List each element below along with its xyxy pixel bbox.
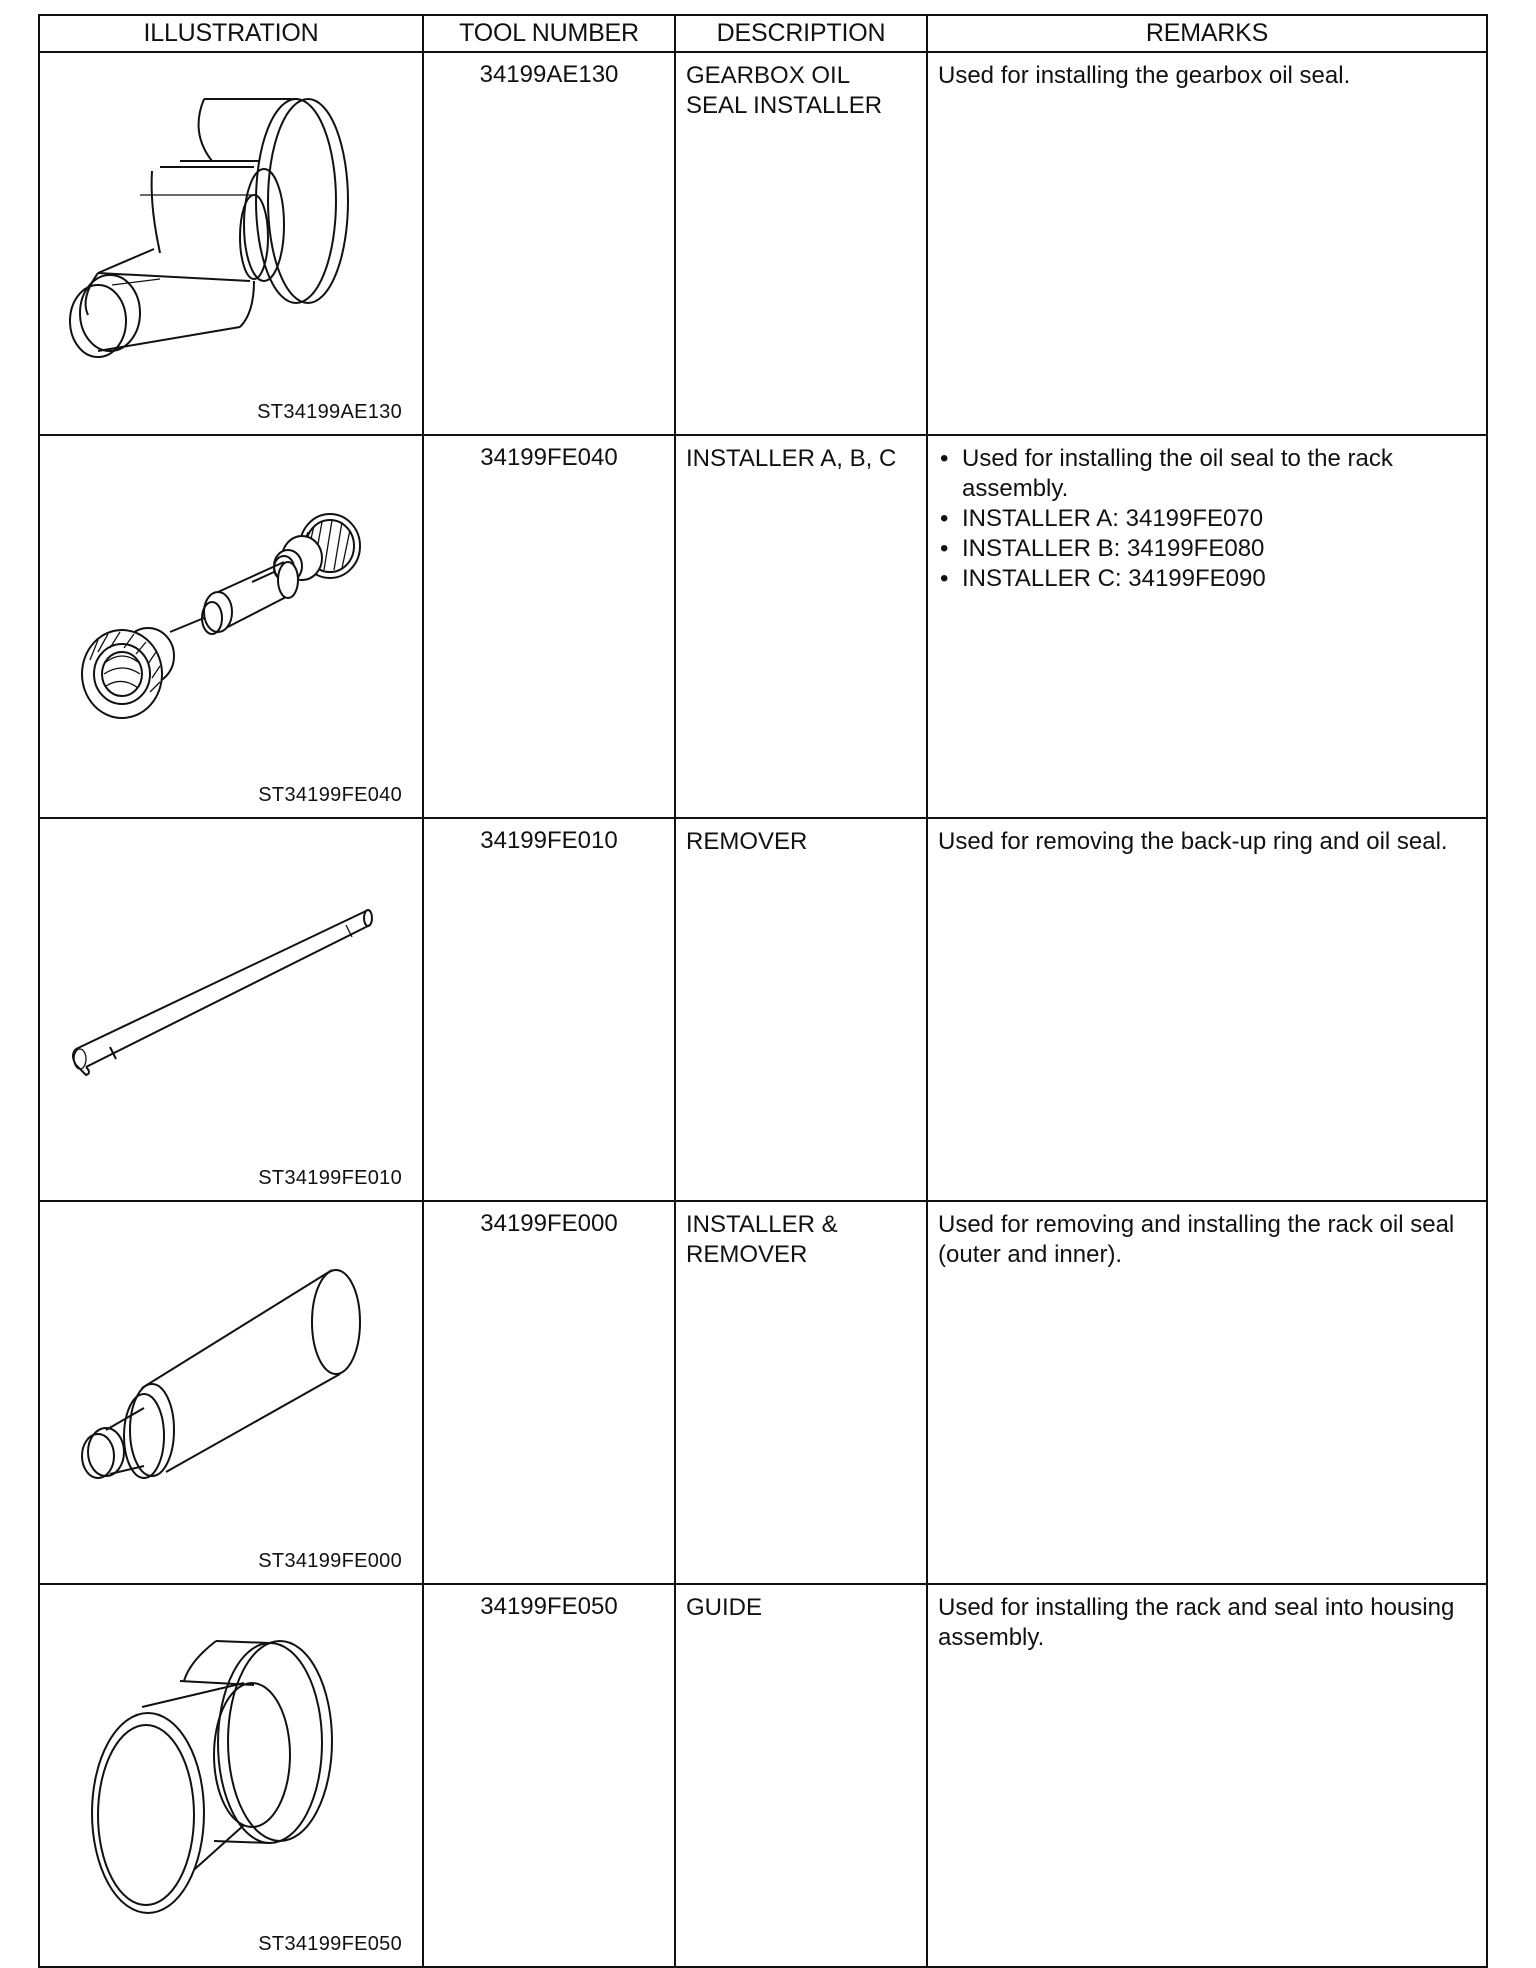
- special-tools-table: [38, 14, 1488, 1968]
- description-line: INSTALLER A, B, C: [686, 445, 897, 472]
- image-code: ST34199FE050: [258, 1933, 402, 1955]
- remarks-cell: Used for removing and installing the rack oil seal (outer and inner).: [927, 1201, 1487, 1584]
- tool-number-cell: 34199AE130: [423, 52, 675, 435]
- table-row: [39, 435, 1487, 818]
- guide-illustration: [40, 1585, 424, 1957]
- description-line: GUIDE: [686, 1594, 763, 1621]
- remarks-cell: Used for removing the back-up ring and oil seal.: [927, 818, 1487, 1201]
- table-row: [39, 1584, 1487, 1967]
- tool-number-cell: 34199FE010: [423, 818, 675, 1201]
- description-line: GEARBOX OIL: [686, 62, 851, 89]
- remarks-bullet: • INSTALLER C: 34199FE090: [938, 564, 1478, 594]
- installer-remover-illustration: [40, 1202, 424, 1574]
- remarks-cell: Used for installing the gearbox oil seal.: [927, 52, 1487, 435]
- description-cell: [675, 818, 927, 1201]
- remarks-list: [938, 444, 1478, 594]
- description-line: REMOVER: [686, 1241, 808, 1268]
- description-line: SEAL INSTALLER: [686, 92, 883, 119]
- description-line: INSTALLER &: [686, 1211, 838, 1238]
- remarks-cell: Used for installing the rack and seal into housing assembly.: [927, 1584, 1487, 1967]
- description-line: REMOVER: [686, 828, 808, 855]
- installer-abc-illustration: [40, 436, 424, 808]
- remover-illustration: [40, 819, 424, 1191]
- description-cell: [675, 1201, 927, 1584]
- image-code: ST34199FE000: [258, 1550, 402, 1572]
- tool-number-cell: 34199FE000: [423, 1201, 675, 1584]
- image-code: ST34199FE040: [258, 784, 402, 806]
- header-description: DESCRIPTION: [675, 15, 927, 52]
- illustration-cell: [39, 52, 423, 435]
- illustration-cell: [39, 1201, 423, 1584]
- remarks-bullet: • Used for installing the oil seal to the rack assembly.: [938, 444, 1478, 504]
- header-tool-number: TOOL NUMBER: [423, 15, 675, 52]
- gearbox-oil-seal-installer-illustration: [40, 53, 424, 425]
- table-row: [39, 52, 1487, 435]
- remarks-bullet: • INSTALLER B: 34199FE080: [938, 534, 1478, 564]
- illustration-cell: [39, 1584, 423, 1967]
- description-cell: [675, 52, 927, 435]
- tool-number-cell: 34199FE040: [423, 435, 675, 818]
- header-illustration: ILLUSTRATION: [39, 15, 423, 52]
- illustration-cell: [39, 435, 423, 818]
- image-code: ST34199AE130: [257, 401, 402, 423]
- description-cell: [675, 1584, 927, 1967]
- header-remarks: REMARKS: [927, 15, 1487, 52]
- table-row: [39, 1201, 1487, 1584]
- description-cell: [675, 435, 927, 818]
- table-row: [39, 818, 1487, 1201]
- tool-number-cell: 34199FE050: [423, 1584, 675, 1967]
- image-code: ST34199FE010: [258, 1167, 402, 1189]
- illustration-cell: [39, 818, 423, 1201]
- remarks-bullet: • INSTALLER A: 34199FE070: [938, 504, 1478, 534]
- table-header-row: [39, 15, 1487, 52]
- remarks-cell: [927, 435, 1487, 818]
